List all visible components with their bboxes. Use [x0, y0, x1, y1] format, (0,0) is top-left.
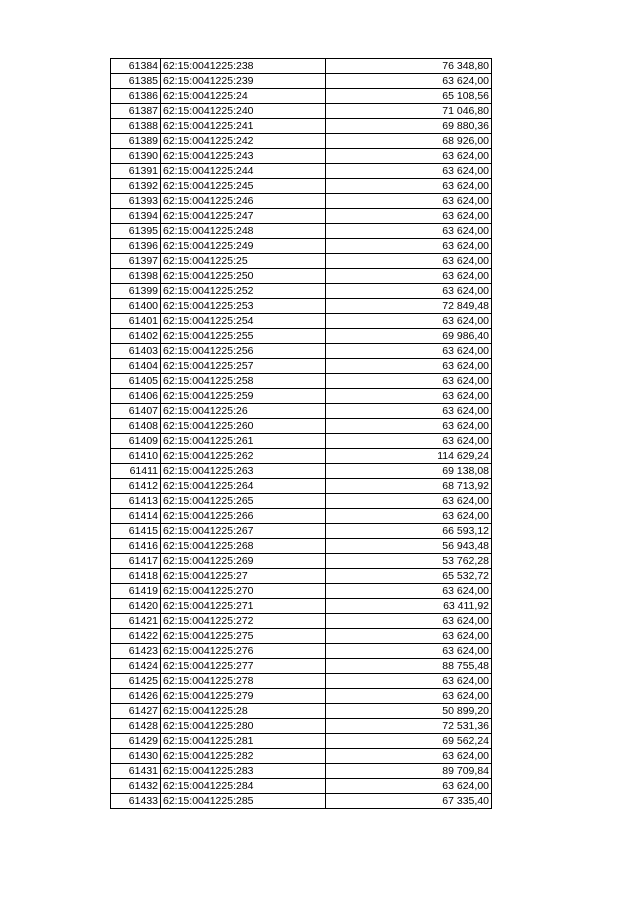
value-cell: 67 335,40	[326, 794, 492, 809]
cadastral-number-cell: 62:15:0041225:252	[161, 284, 326, 299]
table-row	[111, 629, 492, 644]
value-cell: 63 624,00	[326, 779, 492, 794]
value-cell: 56 943,48	[326, 539, 492, 554]
table-row	[111, 554, 492, 569]
cadastral-number-cell: 62:15:0041225:25	[161, 254, 326, 269]
row-number-cell: 61418	[111, 569, 161, 584]
table-row	[111, 209, 492, 224]
table-row	[111, 59, 492, 74]
table-row	[111, 89, 492, 104]
row-number-cell: 61432	[111, 779, 161, 794]
table-row	[111, 104, 492, 119]
row-number-cell: 61397	[111, 254, 161, 269]
cadastral-number-cell: 62:15:0041225:264	[161, 479, 326, 494]
row-number-cell: 61385	[111, 74, 161, 89]
value-cell: 65 108,56	[326, 89, 492, 104]
table-row	[111, 179, 492, 194]
cadastral-number-cell: 62:15:0041225:281	[161, 734, 326, 749]
value-cell: 66 593,12	[326, 524, 492, 539]
value-cell: 63 624,00	[326, 179, 492, 194]
value-cell: 63 624,00	[326, 644, 492, 659]
row-number-cell: 61389	[111, 134, 161, 149]
cadastral-number-cell: 62:15:0041225:272	[161, 614, 326, 629]
cadastral-number-cell: 62:15:0041225:28	[161, 704, 326, 719]
row-number-cell: 61392	[111, 179, 161, 194]
cadastral-number-cell: 62:15:0041225:276	[161, 644, 326, 659]
cadastral-number-cell: 62:15:0041225:246	[161, 194, 326, 209]
row-number-cell: 61429	[111, 734, 161, 749]
row-number-cell: 61417	[111, 554, 161, 569]
table-row	[111, 284, 492, 299]
table-row	[111, 419, 492, 434]
row-number-cell: 61414	[111, 509, 161, 524]
cadastral-number-cell: 62:15:0041225:265	[161, 494, 326, 509]
value-cell: 63 624,00	[326, 404, 492, 419]
value-cell: 63 624,00	[326, 629, 492, 644]
value-cell: 63 624,00	[326, 284, 492, 299]
cadastral-value-table	[110, 58, 492, 809]
value-cell: 63 624,00	[326, 149, 492, 164]
value-cell: 68 926,00	[326, 134, 492, 149]
value-cell: 63 624,00	[326, 389, 492, 404]
cadastral-number-cell: 62:15:0041225:261	[161, 434, 326, 449]
value-cell: 69 562,24	[326, 734, 492, 749]
table-row	[111, 599, 492, 614]
table-row	[111, 689, 492, 704]
row-number-cell: 61433	[111, 794, 161, 809]
row-number-cell: 61408	[111, 419, 161, 434]
row-number-cell: 61407	[111, 404, 161, 419]
row-number-cell: 61412	[111, 479, 161, 494]
table-row	[111, 734, 492, 749]
value-cell: 50 899,20	[326, 704, 492, 719]
table-row	[111, 509, 492, 524]
value-cell: 89 709,84	[326, 764, 492, 779]
table-row	[111, 254, 492, 269]
row-number-cell: 61411	[111, 464, 161, 479]
table-row	[111, 344, 492, 359]
table-row	[111, 224, 492, 239]
table-row	[111, 374, 492, 389]
cadastral-number-cell: 62:15:0041225:269	[161, 554, 326, 569]
value-cell: 63 624,00	[326, 359, 492, 374]
value-cell: 63 624,00	[326, 509, 492, 524]
table-row	[111, 404, 492, 419]
cadastral-number-cell: 62:15:0041225:257	[161, 359, 326, 374]
row-number-cell: 61424	[111, 659, 161, 674]
table-row	[111, 749, 492, 764]
table-row	[111, 614, 492, 629]
row-number-cell: 61395	[111, 224, 161, 239]
cadastral-number-cell: 62:15:0041225:247	[161, 209, 326, 224]
table-row	[111, 644, 492, 659]
cadastral-number-cell: 62:15:0041225:240	[161, 104, 326, 119]
table-row	[111, 479, 492, 494]
row-number-cell: 61388	[111, 119, 161, 134]
table-row	[111, 674, 492, 689]
table-row	[111, 659, 492, 674]
value-cell: 63 624,00	[326, 749, 492, 764]
cadastral-number-cell: 62:15:0041225:249	[161, 239, 326, 254]
value-cell: 76 348,80	[326, 59, 492, 74]
row-number-cell: 61405	[111, 374, 161, 389]
table-row	[111, 299, 492, 314]
row-number-cell: 61390	[111, 149, 161, 164]
cadastral-number-cell: 62:15:0041225:256	[161, 344, 326, 359]
table-row	[111, 449, 492, 464]
value-cell: 63 624,00	[326, 614, 492, 629]
value-cell: 63 624,00	[326, 494, 492, 509]
table-row	[111, 329, 492, 344]
value-cell: 63 624,00	[326, 434, 492, 449]
cadastral-number-cell: 62:15:0041225:279	[161, 689, 326, 704]
table-row	[111, 524, 492, 539]
value-cell: 71 046,80	[326, 104, 492, 119]
row-number-cell: 61430	[111, 749, 161, 764]
table-row	[111, 584, 492, 599]
cadastral-number-cell: 62:15:0041225:250	[161, 269, 326, 284]
row-number-cell: 61406	[111, 389, 161, 404]
table-row	[111, 134, 492, 149]
cadastral-number-cell: 62:15:0041225:284	[161, 779, 326, 794]
cadastral-number-cell: 62:15:0041225:239	[161, 74, 326, 89]
table-row	[111, 719, 492, 734]
cadastral-number-cell: 62:15:0041225:282	[161, 749, 326, 764]
table-row	[111, 314, 492, 329]
cadastral-number-cell: 62:15:0041225:270	[161, 584, 326, 599]
table-row	[111, 494, 492, 509]
value-cell: 63 624,00	[326, 584, 492, 599]
row-number-cell: 61398	[111, 269, 161, 284]
cadastral-number-cell: 62:15:0041225:262	[161, 449, 326, 464]
row-number-cell: 61431	[111, 764, 161, 779]
value-cell: 72 849,48	[326, 299, 492, 314]
cadastral-number-cell: 62:15:0041225:277	[161, 659, 326, 674]
cadastral-number-cell: 62:15:0041225:26	[161, 404, 326, 419]
value-cell: 63 624,00	[326, 254, 492, 269]
row-number-cell: 61394	[111, 209, 161, 224]
cadastral-number-cell: 62:15:0041225:271	[161, 599, 326, 614]
table-row	[111, 239, 492, 254]
cadastral-number-cell: 62:15:0041225:245	[161, 179, 326, 194]
table-row	[111, 704, 492, 719]
table-row	[111, 389, 492, 404]
table-row	[111, 359, 492, 374]
row-number-cell: 61393	[111, 194, 161, 209]
cadastral-number-cell: 62:15:0041225:285	[161, 794, 326, 809]
row-number-cell: 61387	[111, 104, 161, 119]
table-body	[111, 59, 492, 809]
value-cell: 63 624,00	[326, 419, 492, 434]
row-number-cell: 61415	[111, 524, 161, 539]
row-number-cell: 61425	[111, 674, 161, 689]
value-cell: 65 532,72	[326, 569, 492, 584]
cadastral-number-cell: 62:15:0041225:258	[161, 374, 326, 389]
row-number-cell: 61391	[111, 164, 161, 179]
row-number-cell: 61401	[111, 314, 161, 329]
cadastral-number-cell: 62:15:0041225:280	[161, 719, 326, 734]
row-number-cell: 61402	[111, 329, 161, 344]
cadastral-number-cell: 62:15:0041225:254	[161, 314, 326, 329]
table-row	[111, 779, 492, 794]
value-cell: 114 629,24	[326, 449, 492, 464]
value-cell: 63 624,00	[326, 194, 492, 209]
value-cell: 63 624,00	[326, 314, 492, 329]
row-number-cell: 61396	[111, 239, 161, 254]
table-row	[111, 164, 492, 179]
cadastral-number-cell: 62:15:0041225:255	[161, 329, 326, 344]
cadastral-number-cell: 62:15:0041225:241	[161, 119, 326, 134]
value-cell: 63 624,00	[326, 674, 492, 689]
value-cell: 63 624,00	[326, 74, 492, 89]
value-cell: 63 624,00	[326, 164, 492, 179]
row-number-cell: 61404	[111, 359, 161, 374]
row-number-cell: 61403	[111, 344, 161, 359]
cadastral-number-cell: 62:15:0041225:244	[161, 164, 326, 179]
cadastral-number-cell: 62:15:0041225:253	[161, 299, 326, 314]
table-row	[111, 794, 492, 809]
row-number-cell: 61399	[111, 284, 161, 299]
row-number-cell: 61400	[111, 299, 161, 314]
value-cell: 69 138,08	[326, 464, 492, 479]
row-number-cell: 61410	[111, 449, 161, 464]
table-row	[111, 539, 492, 554]
cadastral-number-cell: 62:15:0041225:267	[161, 524, 326, 539]
table-row	[111, 119, 492, 134]
table-row	[111, 569, 492, 584]
cadastral-number-cell: 62:15:0041225:283	[161, 764, 326, 779]
row-number-cell: 61413	[111, 494, 161, 509]
cadastral-number-cell: 62:15:0041225:275	[161, 629, 326, 644]
value-cell: 63 624,00	[326, 689, 492, 704]
table-row	[111, 764, 492, 779]
value-cell: 53 762,28	[326, 554, 492, 569]
table-row	[111, 434, 492, 449]
value-cell: 63 624,00	[326, 374, 492, 389]
row-number-cell: 61419	[111, 584, 161, 599]
row-number-cell: 61409	[111, 434, 161, 449]
table-row	[111, 149, 492, 164]
value-cell: 69 880,36	[326, 119, 492, 134]
row-number-cell: 61416	[111, 539, 161, 554]
cadastral-number-cell: 62:15:0041225:24	[161, 89, 326, 104]
value-cell: 63 624,00	[326, 239, 492, 254]
cadastral-number-cell: 62:15:0041225:260	[161, 419, 326, 434]
cadastral-number-cell: 62:15:0041225:278	[161, 674, 326, 689]
cadastral-number-cell: 62:15:0041225:263	[161, 464, 326, 479]
table-row	[111, 464, 492, 479]
value-cell: 69 986,40	[326, 329, 492, 344]
row-number-cell: 61426	[111, 689, 161, 704]
row-number-cell: 61421	[111, 614, 161, 629]
cadastral-number-cell: 62:15:0041225:243	[161, 149, 326, 164]
row-number-cell: 61386	[111, 89, 161, 104]
cadastral-number-cell: 62:15:0041225:266	[161, 509, 326, 524]
cadastral-number-cell: 62:15:0041225:27	[161, 569, 326, 584]
value-cell: 68 713,92	[326, 479, 492, 494]
row-number-cell: 61422	[111, 629, 161, 644]
value-cell: 63 624,00	[326, 209, 492, 224]
row-number-cell: 61420	[111, 599, 161, 614]
value-cell: 63 624,00	[326, 269, 492, 284]
cadastral-number-cell: 62:15:0041225:268	[161, 539, 326, 554]
table-row	[111, 74, 492, 89]
cadastral-number-cell: 62:15:0041225:259	[161, 389, 326, 404]
cadastral-number-cell: 62:15:0041225:238	[161, 59, 326, 74]
value-cell: 63 624,00	[326, 344, 492, 359]
row-number-cell: 61428	[111, 719, 161, 734]
row-number-cell: 61427	[111, 704, 161, 719]
cadastral-number-cell: 62:15:0041225:242	[161, 134, 326, 149]
cadastral-number-cell: 62:15:0041225:248	[161, 224, 326, 239]
value-cell: 88 755,48	[326, 659, 492, 674]
value-cell: 63 624,00	[326, 224, 492, 239]
table-row	[111, 269, 492, 284]
row-number-cell: 61384	[111, 59, 161, 74]
value-cell: 72 531,36	[326, 719, 492, 734]
value-cell: 63 411,92	[326, 599, 492, 614]
table-row	[111, 194, 492, 209]
row-number-cell: 61423	[111, 644, 161, 659]
